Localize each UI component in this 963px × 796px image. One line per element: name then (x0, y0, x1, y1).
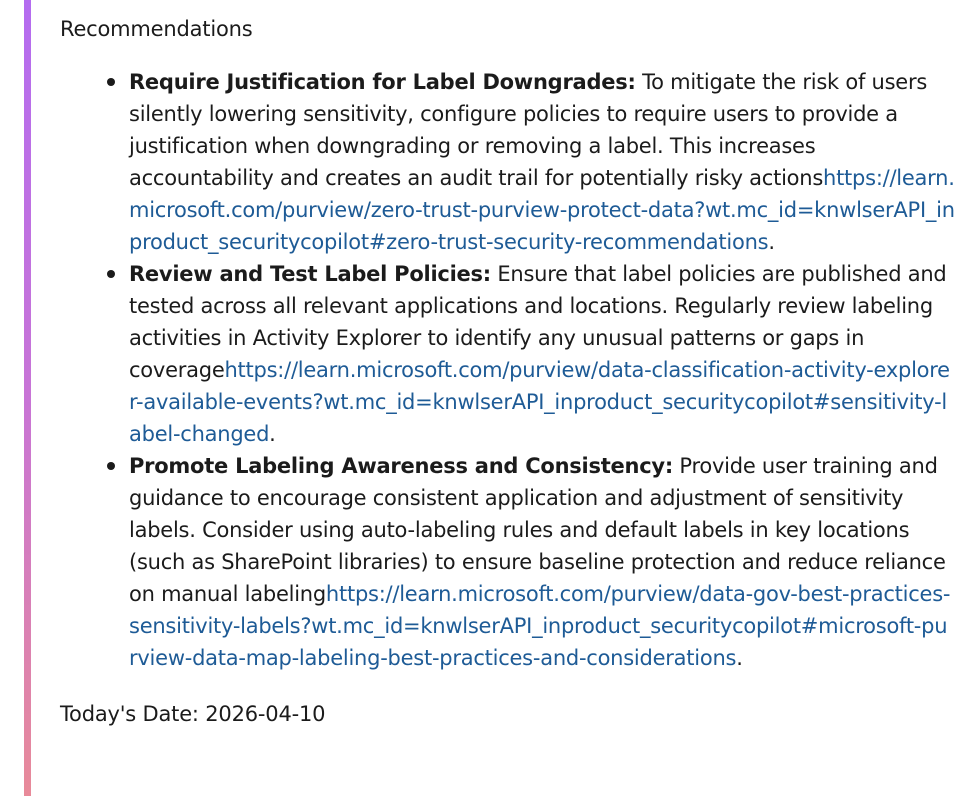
list-item (129, 450, 955, 674)
trailing-period: . (269, 422, 276, 446)
recommendation-body: Ensure that label policies are published and tested across all relevant applications and locations. Regularly review labeling activities in Activity Explorer to identify any unusual patterns or gaps in coverage (129, 262, 947, 382)
recommendations-list (60, 66, 955, 674)
recommendation-title: Require Justification for Label Downgrades: (129, 70, 636, 94)
recommendation-title: Promote Labeling Awareness and Consistency: (129, 454, 673, 478)
list-item (129, 258, 955, 450)
section-heading: Recommendations (60, 17, 253, 41)
reference-link[interactable]: https://learn.microsoft.com/purview/data-classification-activity-explorer-available-events?wt.mc_id=knwlserAPI_inproduct_securitycopilot#sensitivity-label-changed (129, 358, 950, 446)
recommendation-body: To mitigate the risk of users silently lowering sensitivity, configure policies to require users to provide a justification when downgrading or removing a label. This increases accountability and creates an audit trail for potentially risky actions (129, 70, 928, 190)
recommendation-body: Provide user training and guidance to encourage consistent application and adjustment of sensitivity labels. Consider using auto-labeling rules and default labels in key locations (such as SharePoint libraries) to ensure baseline protection and reduce reliance on manual labeling (129, 454, 946, 606)
response-content (60, 10, 955, 730)
todays-date: Today's Date: 2026-04-10 (60, 702, 326, 726)
trailing-period: . (768, 230, 775, 254)
list-item (129, 66, 955, 258)
reference-link[interactable]: https://learn.microsoft.com/purview/data-gov-best-practices-sensitivity-labels?wt.mc_id=knwlserAPI_inproduct_securitycopilot#microsoft-purview-data-map-labeling-best-practices-and-considerations (129, 582, 951, 670)
message-accent-bar (24, 0, 31, 796)
recommendation-title: Review and Test Label Policies: (129, 262, 491, 286)
reference-link[interactable]: https://learn.microsoft.com/purview/zero-trust-purview-protect-data?wt.mc_id=knwlserAPI_inproduct_securitycopilot#zero-trust-security-recommendations (129, 166, 955, 254)
trailing-period: . (736, 646, 743, 670)
